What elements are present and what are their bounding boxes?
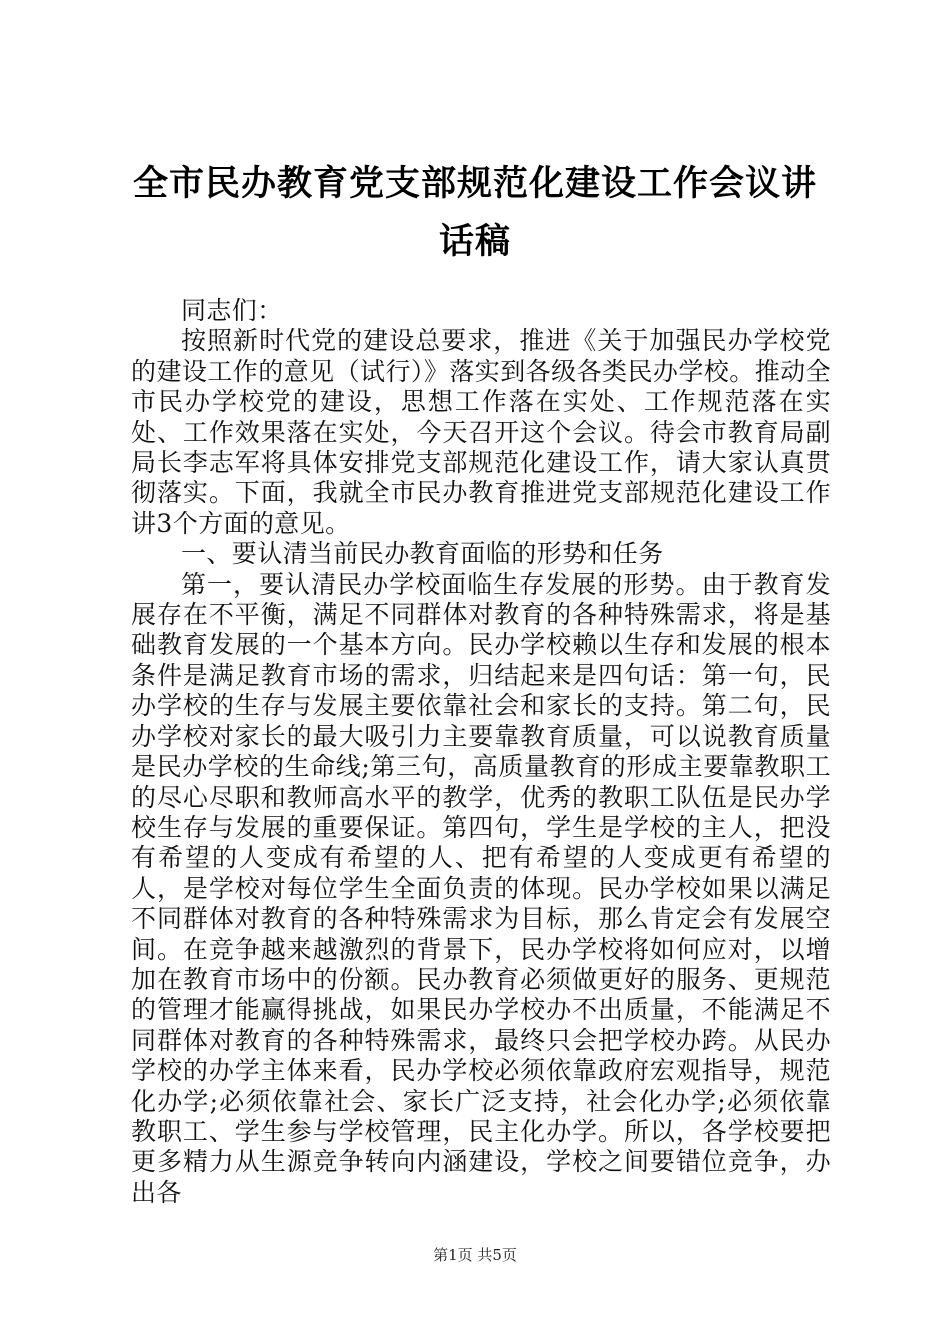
page-number-footer: 第1页 共5页 xyxy=(433,1246,517,1264)
document-body xyxy=(131,296,831,1208)
paragraph-intro: 按照新时代党的建设总要求，推进《关于加强民办学校党的建设工作的意见（试行）》落实到各级各类民办学校。推动全市民办学校党的建设，思想工作落在实处、工作规范落在实处、工作效果落在实处，今天召开这个会议。待会市教育局副局长李志军将具体安排党支部规范化建设工作，请大家认真贯彻落实。下面，我就全市民办教育推进党支部规范化建设工作讲3个方面的意见。 xyxy=(131,326,831,538)
section-heading-1: 一、要认清当前民办教育面临的形势和任务 xyxy=(181,539,664,569)
salutation: 同志们： xyxy=(181,296,283,325)
paragraph-situation: 第一，要认清民办学校面临生存发展的形势。由于教育发展存在不平衡，满足不同群体对教育的各种特殊需求，将是基础教育发展的一个基本方向。民办学校赖以生存和发展的根本条件是满足教育市场的需求，归结起来是四句话：第一句，民办学校的生存与发展主要依靠社会和家长的支持。第二句，民办学校对家长的最大吸引力主要靠教育质量，可以说教育质量是民办学校的生命线;第三句，高质量教育的形成主要靠教职工的尽心尽职和教师高水平的教学，优秀的教职工队伍是民办学校生存与发展的重要保证。第四句，学生是学校的主人，把没有希望的人变成有希望的人、把有希望的人变成更有希望的人，是学校对每位学生全面负责的体现。民办学校如果以满足不同群体对教育的各种特殊需求为目标，那么肯定会有发展空间。在竞争越来越激烈的背景下，民办学校将如何应对，以增加在教育市场中的份额。民办教育必须做更好的服务、更规范的管理才能赢得挑战，如果民办学校办不出质量，不能满足不同群体对教育的各种特殊需求，最终只会把学校办跨。从民办学校的办学主体来看，民办学校必须依靠政府宏观指导，规范化办学;必须依靠社会、家长广泛支持，社会化办学;必须依靠教职工、学生参与学校管理，民主化办学。所以，各学校要把更多精力从生源竞争转向内涵建设，学校之间要错位竞争，办出各 xyxy=(131,569,831,1207)
document-title: 全市民办教育党支部规范化建设工作会议讲话稿 xyxy=(132,164,817,262)
